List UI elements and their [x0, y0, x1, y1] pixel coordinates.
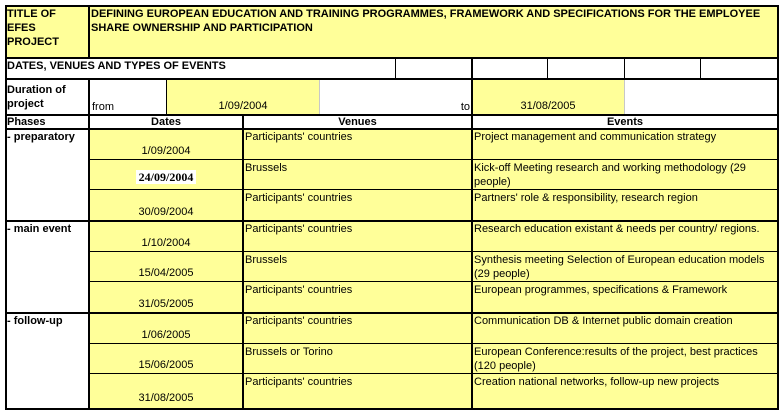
grid-line	[242, 115, 244, 409]
table-row-venue: Participants' countries	[243, 374, 472, 409]
duration-to-label: to	[460, 101, 470, 113]
table-row-date: 31/05/2005	[89, 282, 243, 313]
grid-line	[5, 78, 779, 80]
table-row-date: 1/10/2004	[89, 221, 243, 252]
duration-to-cell	[319, 79, 472, 115]
grid-line	[624, 79, 625, 115]
grid-line	[471, 79, 473, 115]
grid-line	[624, 58, 625, 79]
grid-line	[89, 281, 779, 282]
duration-from-date-text: 1/09/2004	[218, 100, 268, 112]
grid-line	[89, 343, 779, 344]
table-row-date: 1/06/2005	[89, 313, 243, 344]
table-row-event: Partners' role & responsibility, research region	[472, 190, 778, 221]
table-row-date: 24/09/2004	[89, 160, 243, 190]
grid-line	[547, 58, 548, 79]
table-row-date: 30/09/2004	[89, 190, 243, 221]
table-row-event: Project management and communication strategy	[472, 129, 778, 160]
header-phases: Phases	[5, 115, 89, 129]
table-border	[777, 5, 779, 410]
duration-empty	[624, 79, 778, 115]
table-row-venue: Brussels	[243, 252, 472, 282]
phase-name-main-event: - main event	[5, 221, 89, 313]
table-row-event: European programmes, specifications & Framework	[472, 282, 778, 313]
title-label: TITLE OF EFES PROJECT	[5, 6, 89, 58]
duration-label: Duration of project	[5, 79, 89, 115]
grid-line	[89, 189, 779, 190]
table-row-event: Kick-off Meeting research and working methodology (29 people)	[472, 160, 778, 190]
table-row-event: Creation national networks, follow-up new projects	[472, 374, 778, 409]
table-row-venue: Participants' countries	[243, 221, 472, 252]
grid-line	[166, 79, 167, 115]
table-border	[5, 5, 779, 7]
duration-to-date	[472, 79, 624, 115]
grid-line	[5, 114, 779, 116]
table-row-venue: Participants' countries	[243, 190, 472, 221]
duration-to-date-text: 31/08/2005	[520, 100, 576, 112]
table-border	[5, 408, 779, 410]
project-title: DEFINING EUROPEAN EDUCATION AND TRAINING PROGRAMMES, FRAMEWORK AND SPECIFICATIONS FOR THE EMPLOYEE SHARE OWNERSHIP AND PARTICIPATION	[89, 6, 778, 58]
table-row-date: 15/06/2005	[89, 344, 243, 374]
grid-line	[319, 79, 320, 115]
duration-from-label: from	[92, 101, 114, 113]
table-row-venue: Participants' countries	[243, 129, 472, 160]
grid-line	[471, 58, 473, 79]
table-row-event: Communication DB & Internet public domain creation	[472, 313, 778, 344]
header-venues: Venues	[243, 115, 472, 129]
duration-from-cell	[89, 79, 167, 115]
table-row-event: Research education existant & needs per country/ regions.	[472, 221, 778, 252]
grid-line	[89, 251, 779, 252]
grid-line	[5, 57, 779, 59]
table-row-date: 31/08/2005	[89, 374, 243, 409]
grid-line	[89, 159, 779, 160]
table-row-date: 15/04/2005	[89, 252, 243, 282]
header-events: Events	[472, 115, 778, 129]
section-header-empty	[395, 58, 778, 79]
duration-from-date	[167, 79, 319, 115]
grid-line	[5, 220, 779, 222]
table-row-date: 1/09/2004	[89, 129, 243, 160]
grid-line	[5, 128, 779, 130]
grid-line	[88, 79, 90, 409]
table-row-venue: Participants' countries	[243, 282, 472, 313]
table-row-venue: Brussels or Torino	[243, 344, 472, 374]
section-header: DATES, VENUES AND TYPES OF EVENTS	[5, 58, 395, 79]
grid-line	[5, 312, 779, 314]
grid-line	[89, 373, 779, 374]
table-row-venue: Brussels	[243, 160, 472, 190]
table-row-venue: Participants' countries	[243, 313, 472, 344]
phase-name-preparatory: - preparatory	[5, 129, 89, 221]
table-row-event: Synthesis meeting Selection of European education models (29 people)	[472, 252, 778, 282]
grid-line	[88, 5, 90, 58]
table-border	[5, 5, 7, 410]
table-row-event: European Conference:results of the project, best practices (120 people)	[472, 344, 778, 374]
grid-line	[471, 115, 473, 409]
grid-line	[700, 58, 701, 79]
header-dates: Dates	[89, 115, 243, 129]
phase-name-follow-up: - follow-up	[5, 313, 89, 409]
grid-line	[395, 58, 396, 79]
